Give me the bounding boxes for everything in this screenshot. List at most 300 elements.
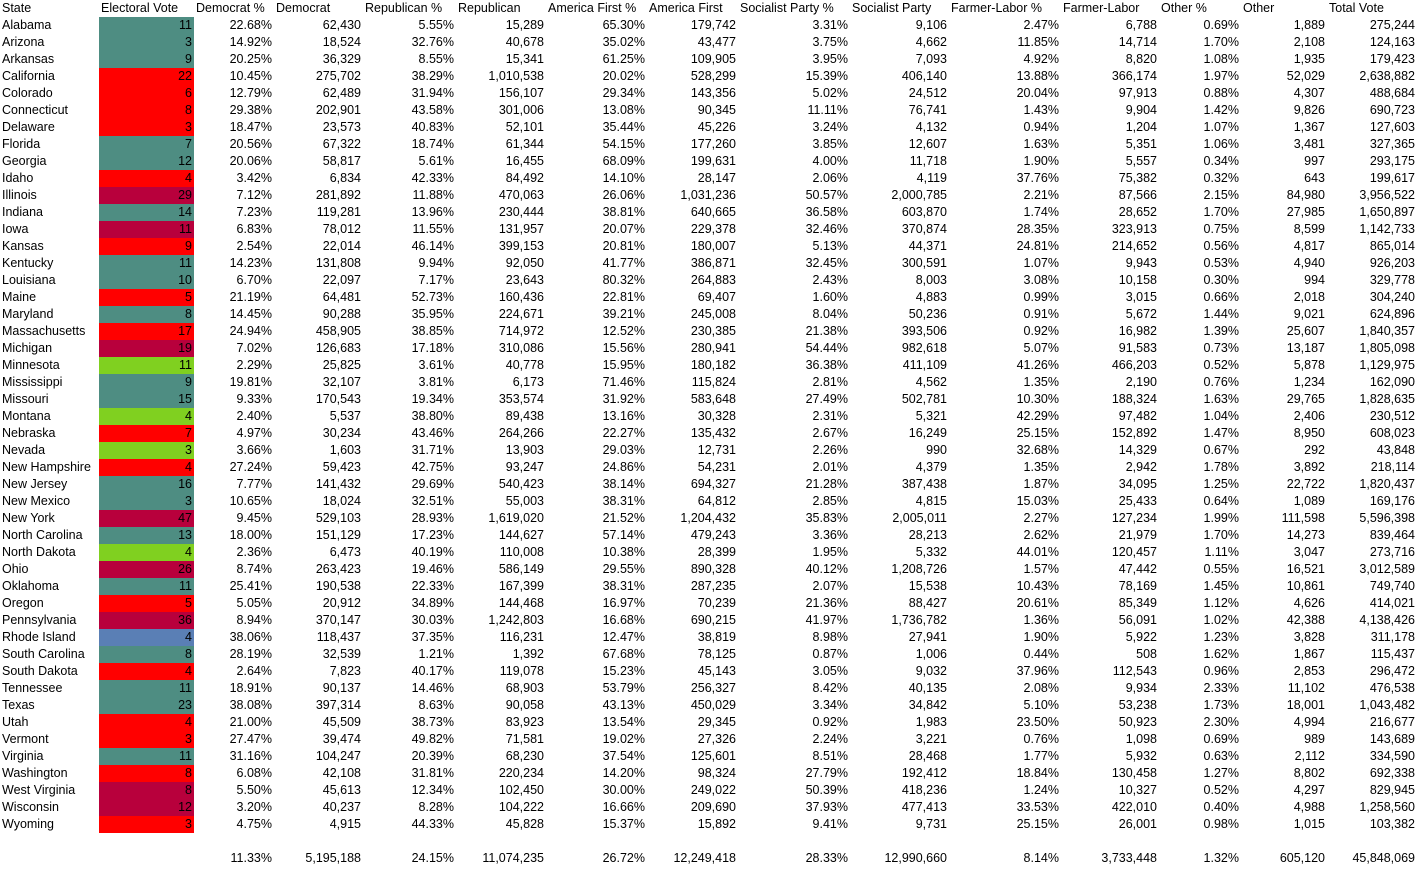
value-cell[interactable]: 8,950 [1293, 426, 1325, 440]
value-cell[interactable]: 2.81% [812, 375, 848, 389]
state-cell[interactable]: Georgia [2, 154, 47, 168]
value-cell[interactable]: 18.84% [1016, 766, 1059, 780]
value-cell[interactable]: 1,089 [1293, 494, 1325, 508]
value-cell[interactable]: 982,618 [901, 341, 947, 355]
value-cell[interactable]: 42,388 [1286, 613, 1325, 627]
value-cell[interactable]: 3.75% [812, 35, 848, 49]
state-cell[interactable]: Tennessee [2, 681, 63, 695]
value-cell[interactable]: 387,438 [901, 477, 947, 491]
value-cell[interactable]: 2,942 [1125, 460, 1157, 474]
value-cell[interactable]: 470,063 [498, 188, 544, 202]
value-cell[interactable]: 21.19% [229, 290, 272, 304]
value-cell[interactable]: 280,941 [690, 341, 736, 355]
value-cell[interactable]: 230,444 [498, 205, 544, 219]
state-cell[interactable]: Ohio [2, 562, 29, 576]
state-cell[interactable]: Texas [2, 698, 35, 712]
value-cell[interactable]: 3,481 [1293, 137, 1325, 151]
value-cell[interactable]: 5,878 [1293, 358, 1325, 372]
value-cell[interactable]: 24.86% [602, 460, 645, 474]
electoral-vote-cell[interactable]: 4 [99, 170, 194, 187]
value-cell[interactable]: 40.12% [805, 562, 848, 576]
state-cell[interactable]: Utah [2, 715, 29, 729]
value-cell[interactable]: 2,190 [1125, 375, 1157, 389]
value-cell[interactable]: 3.66% [236, 443, 272, 457]
value-cell[interactable]: 1.04% [1203, 409, 1239, 423]
value-cell[interactable]: 1,935 [1293, 52, 1325, 66]
value-cell[interactable]: 31.94% [411, 86, 454, 100]
value-cell[interactable]: 393,506 [901, 324, 947, 338]
state-cell[interactable]: California [2, 69, 55, 83]
value-cell[interactable]: 17.18% [411, 341, 454, 355]
value-cell[interactable]: 38.31% [602, 579, 645, 593]
value-cell[interactable]: 28,399 [697, 545, 736, 559]
value-cell[interactable]: 39,474 [322, 732, 361, 746]
value-cell[interactable]: 135,432 [690, 426, 736, 440]
value-cell[interactable]: 10.30% [1016, 392, 1059, 406]
value-cell[interactable]: 1.21% [418, 647, 454, 661]
value-cell[interactable]: 9.33% [236, 392, 272, 406]
value-cell[interactable]: 103,382 [1369, 817, 1415, 831]
value-cell[interactable]: 9,934 [1125, 681, 1157, 695]
value-cell[interactable]: 15.23% [602, 664, 645, 678]
value-cell[interactable]: 4,119 [916, 171, 947, 185]
state-cell[interactable]: Kentucky [2, 256, 54, 270]
value-cell[interactable]: 25,607 [1286, 324, 1325, 338]
value-cell[interactable]: 8,820 [1125, 52, 1157, 66]
value-cell[interactable]: 1,603 [329, 443, 361, 457]
value-cell[interactable]: 1.70% [1203, 205, 1239, 219]
value-cell[interactable]: 14.20% [602, 766, 645, 780]
value-cell[interactable]: 9,943 [1125, 256, 1157, 270]
value-cell[interactable]: 143,689 [1369, 732, 1415, 746]
value-cell[interactable]: 83,923 [505, 715, 544, 729]
state-cell[interactable]: South Dakota [2, 664, 78, 678]
value-cell[interactable]: 38.08% [229, 698, 272, 712]
state-cell[interactable]: Connecticut [2, 103, 69, 117]
value-cell[interactable]: 7.17% [418, 273, 454, 287]
value-cell[interactable]: 104,247 [315, 749, 361, 763]
value-cell[interactable]: 1,258,560 [1359, 800, 1415, 814]
value-cell[interactable]: 36.38% [805, 358, 848, 372]
total-cell[interactable]: 8.14% [1023, 851, 1059, 865]
value-cell[interactable]: 22,097 [322, 273, 361, 287]
electoral-vote-cell[interactable]: 4 [99, 544, 194, 561]
value-cell[interactable]: 14.46% [411, 681, 454, 695]
value-cell[interactable]: 353,574 [498, 392, 544, 406]
value-cell[interactable]: 62,489 [322, 86, 361, 100]
value-cell[interactable]: 1.42% [1203, 103, 1239, 117]
value-cell[interactable]: 40,678 [505, 35, 544, 49]
value-cell[interactable]: 9,826 [1293, 103, 1325, 117]
value-cell[interactable]: 13.88% [1016, 69, 1059, 83]
value-cell[interactable]: 1,010,538 [488, 69, 544, 83]
state-cell[interactable]: Maryland [2, 307, 54, 321]
value-cell[interactable]: 8.51% [812, 749, 848, 763]
value-cell[interactable]: 0.73% [1203, 341, 1239, 355]
value-cell[interactable]: 11.88% [412, 188, 454, 202]
value-cell[interactable]: 5.02% [812, 86, 848, 100]
state-cell[interactable]: North Dakota [2, 545, 76, 559]
value-cell[interactable]: 2.29% [236, 358, 272, 372]
value-cell[interactable]: 690,723 [1369, 103, 1415, 117]
value-cell[interactable]: 167,399 [498, 579, 544, 593]
value-cell[interactable]: 608,023 [1369, 426, 1415, 440]
value-cell[interactable]: 529,103 [315, 511, 361, 525]
value-cell[interactable]: 1,031,236 [680, 188, 736, 202]
value-cell[interactable]: 179,423 [1369, 52, 1415, 66]
value-cell[interactable]: 27.47% [229, 732, 272, 746]
value-cell[interactable]: 32,107 [322, 375, 361, 389]
empty-cell[interactable] [949, 833, 1061, 850]
value-cell[interactable]: 44,371 [908, 239, 947, 253]
value-cell[interactable]: 78,125 [697, 647, 736, 661]
state-cell[interactable]: Delaware [2, 120, 55, 134]
value-cell[interactable]: 41.77% [602, 256, 645, 270]
value-cell[interactable]: 477,413 [901, 800, 947, 814]
value-cell[interactable]: 27.79% [805, 766, 848, 780]
electoral-vote-cell[interactable]: 5 [99, 595, 194, 612]
value-cell[interactable]: 1,129,975 [1359, 358, 1415, 372]
value-cell[interactable]: 0.94% [1023, 120, 1059, 134]
value-cell[interactable]: 16.97% [602, 596, 645, 610]
value-cell[interactable]: 0.30% [1203, 273, 1239, 287]
value-cell[interactable]: 479,243 [690, 528, 736, 542]
empty-cell[interactable] [0, 833, 99, 850]
value-cell[interactable]: 6.83% [236, 222, 272, 236]
value-cell[interactable]: 0.99% [1023, 290, 1059, 304]
value-cell[interactable]: 144,468 [498, 596, 544, 610]
value-cell[interactable]: 199,631 [690, 154, 736, 168]
value-cell[interactable]: 0.34% [1203, 154, 1239, 168]
value-cell[interactable]: 8.94% [236, 613, 272, 627]
value-cell[interactable]: 2.21% [1023, 188, 1059, 202]
value-cell[interactable]: 502,781 [901, 392, 947, 406]
value-cell[interactable]: 4,988 [1293, 800, 1325, 814]
value-cell[interactable]: 0.75% [1203, 222, 1239, 236]
value-cell[interactable]: 14.23% [229, 256, 272, 270]
value-cell[interactable]: 0.69% [1203, 18, 1239, 32]
value-cell[interactable]: 528,299 [690, 69, 736, 83]
value-cell[interactable]: 21.36% [805, 596, 848, 610]
value-cell[interactable]: 89,438 [505, 409, 544, 423]
value-cell[interactable]: 218,114 [1370, 460, 1415, 474]
value-cell[interactable]: 68,903 [505, 681, 544, 695]
value-cell[interactable]: 1.12% [1203, 596, 1239, 610]
value-cell[interactable]: 31.71% [411, 443, 454, 457]
electoral-vote-cell[interactable]: 17 [99, 323, 194, 340]
value-cell[interactable]: 18,001 [1286, 698, 1325, 712]
value-cell[interactable]: 13.96% [411, 205, 454, 219]
electoral-vote-cell[interactable]: 11 [99, 748, 194, 765]
value-cell[interactable]: 156,107 [498, 86, 544, 100]
value-cell[interactable]: 5,557 [1125, 154, 1157, 168]
value-cell[interactable]: 18.91% [229, 681, 272, 695]
electoral-vote-cell[interactable]: 11 [99, 357, 194, 374]
empty-cell[interactable] [99, 833, 194, 850]
column-header[interactable]: Socialist Party % [740, 1, 834, 15]
value-cell[interactable]: 19.34% [411, 392, 454, 406]
value-cell[interactable]: 127,603 [1369, 120, 1415, 134]
value-cell[interactable]: 1.97% [1203, 69, 1239, 83]
value-cell[interactable]: 1,889 [1293, 18, 1325, 32]
value-cell[interactable]: 399,153 [498, 239, 544, 253]
total-cell[interactable]: 28.33% [805, 851, 848, 865]
value-cell[interactable]: 20,912 [322, 596, 361, 610]
value-cell[interactable]: 5.10% [1023, 698, 1059, 712]
value-cell[interactable]: 692,338 [1369, 766, 1415, 780]
value-cell[interactable]: 8.42% [812, 681, 848, 695]
value-cell[interactable]: 35.83% [805, 511, 848, 525]
value-cell[interactable]: 29.34% [602, 86, 645, 100]
value-cell[interactable]: 0.96% [1203, 664, 1239, 678]
value-cell[interactable]: 20.04% [1016, 86, 1059, 100]
value-cell[interactable]: 40.19% [411, 545, 454, 559]
value-cell[interactable]: 40,237 [322, 800, 361, 814]
state-cell[interactable]: New Hampshire [2, 460, 91, 474]
electoral-vote-cell[interactable]: 14 [99, 204, 194, 221]
value-cell[interactable]: 1.06% [1203, 137, 1239, 151]
electoral-vote-cell[interactable]: 10 [99, 272, 194, 289]
value-cell[interactable]: 27,941 [908, 630, 947, 644]
value-cell[interactable]: 0.44% [1023, 647, 1059, 661]
value-cell[interactable]: 2,638,882 [1359, 69, 1415, 83]
value-cell[interactable]: 20.81% [602, 239, 645, 253]
electoral-vote-cell[interactable]: 16 [99, 476, 194, 493]
value-cell[interactable]: 38.85% [411, 324, 454, 338]
value-cell[interactable]: 120,457 [1111, 545, 1157, 559]
value-cell[interactable]: 38.80% [411, 409, 454, 423]
empty-cell[interactable] [274, 833, 363, 850]
value-cell[interactable]: 1,619,020 [488, 511, 544, 525]
value-cell[interactable]: 115,437 [1370, 647, 1415, 661]
value-cell[interactable]: 50,236 [908, 307, 947, 321]
value-cell[interactable]: 78,169 [1118, 579, 1157, 593]
value-cell[interactable]: 61,344 [505, 137, 544, 151]
state-cell[interactable]: New Jersey [2, 477, 68, 491]
value-cell[interactable]: 92,050 [505, 256, 544, 270]
value-cell[interactable]: 890,328 [690, 562, 736, 576]
value-cell[interactable]: 2.27% [1023, 511, 1059, 525]
value-cell[interactable]: 30.03% [411, 613, 454, 627]
value-cell[interactable]: 65.30% [602, 18, 645, 32]
value-cell[interactable]: 0.76% [1023, 732, 1059, 746]
value-cell[interactable]: 2.15% [1203, 188, 1239, 202]
value-cell[interactable]: 40,135 [908, 681, 947, 695]
state-cell[interactable]: Virginia [2, 749, 44, 763]
column-header[interactable]: Total Vote [1329, 1, 1384, 15]
value-cell[interactable]: 4,307 [1293, 86, 1325, 100]
value-cell[interactable]: 1.43% [1023, 103, 1059, 117]
value-cell[interactable]: 10.38% [602, 545, 645, 559]
value-cell[interactable]: 5,932 [1125, 749, 1157, 763]
value-cell[interactable]: 11,102 [1287, 681, 1325, 695]
value-cell[interactable]: 41.97% [805, 613, 848, 627]
value-cell[interactable]: 2.01% [812, 460, 848, 474]
value-cell[interactable]: 111,598 [1281, 511, 1325, 525]
value-cell[interactable]: 2,853 [1293, 664, 1325, 678]
value-cell[interactable]: 327,365 [1369, 137, 1415, 151]
value-cell[interactable]: 366,174 [1111, 69, 1157, 83]
value-cell[interactable]: 275,702 [315, 69, 361, 83]
value-cell[interactable]: 1,820,437 [1359, 477, 1415, 491]
value-cell[interactable]: 3.36% [812, 528, 848, 542]
value-cell[interactable]: 2.85% [812, 494, 848, 508]
value-cell[interactable]: 192,412 [901, 766, 947, 780]
value-cell[interactable]: 11.11% [807, 103, 848, 117]
value-cell[interactable]: 16,982 [1118, 324, 1157, 338]
value-cell[interactable]: 31.92% [602, 392, 645, 406]
value-cell[interactable]: 1.24% [1023, 783, 1059, 797]
value-cell[interactable]: 177,260 [690, 137, 736, 151]
electoral-vote-cell[interactable]: 5 [99, 289, 194, 306]
value-cell[interactable]: 29.55% [602, 562, 645, 576]
value-cell[interactable]: 28,147 [697, 171, 736, 185]
value-cell[interactable]: 7.02% [236, 341, 272, 355]
value-cell[interactable]: 11.85% [1017, 35, 1059, 49]
electoral-vote-cell[interactable]: 19 [99, 340, 194, 357]
value-cell[interactable]: 56,091 [1118, 613, 1157, 627]
value-cell[interactable]: 4,940 [1293, 256, 1325, 270]
value-cell[interactable]: 2,108 [1293, 35, 1325, 49]
value-cell[interactable]: 2,000,785 [891, 188, 947, 202]
value-cell[interactable]: 0.92% [1023, 324, 1059, 338]
electoral-vote-cell[interactable]: 4 [99, 714, 194, 731]
value-cell[interactable]: 80.32% [602, 273, 645, 287]
value-cell[interactable]: 127,234 [1111, 511, 1157, 525]
value-cell[interactable]: 14,329 [1118, 443, 1157, 457]
value-cell[interactable]: 301,006 [498, 103, 544, 117]
value-cell[interactable]: 20.61% [1016, 596, 1059, 610]
value-cell[interactable]: 22.81% [602, 290, 645, 304]
value-cell[interactable]: 45,613 [322, 783, 361, 797]
value-cell[interactable]: 2.07% [812, 579, 848, 593]
value-cell[interactable]: 38.31% [602, 494, 645, 508]
value-cell[interactable]: 2,018 [1293, 290, 1325, 304]
value-cell[interactable]: 1,983 [915, 715, 947, 729]
value-cell[interactable]: 249,022 [690, 783, 736, 797]
value-cell[interactable]: 34,842 [908, 698, 947, 712]
value-cell[interactable]: 997 [1304, 154, 1325, 168]
state-cell[interactable]: Wisconsin [2, 800, 59, 814]
value-cell[interactable]: 12.52% [602, 324, 645, 338]
value-cell[interactable]: 14.10% [602, 171, 645, 185]
value-cell[interactable]: 0.40% [1203, 800, 1239, 814]
value-cell[interactable]: 20.39% [411, 749, 454, 763]
column-header[interactable]: Republican [458, 1, 521, 15]
value-cell[interactable]: 1,828,635 [1359, 392, 1415, 406]
electoral-vote-cell[interactable]: 8 [99, 765, 194, 782]
value-cell[interactable]: 1.11% [1204, 545, 1239, 559]
value-cell[interactable]: 144,627 [498, 528, 544, 542]
value-cell[interactable]: 714,972 [498, 324, 544, 338]
value-cell[interactable]: 143,356 [690, 86, 736, 100]
value-cell[interactable]: 25.15% [1016, 817, 1059, 831]
empty-cell[interactable] [456, 833, 546, 850]
value-cell[interactable]: 829,945 [1369, 783, 1415, 797]
value-cell[interactable]: 34.89% [411, 596, 454, 610]
value-cell[interactable]: 0.56% [1203, 239, 1239, 253]
electoral-vote-cell[interactable]: 3 [99, 119, 194, 136]
electoral-vote-cell[interactable]: 4 [99, 629, 194, 646]
value-cell[interactable]: 1,015 [1293, 817, 1325, 831]
value-cell[interactable]: 2.67% [812, 426, 848, 440]
value-cell[interactable]: 179,742 [690, 18, 736, 32]
value-cell[interactable]: 989 [1304, 732, 1325, 746]
column-header[interactable]: America First % [548, 1, 637, 15]
value-cell[interactable]: 1,098 [1125, 732, 1157, 746]
value-cell[interactable]: 71,581 [505, 732, 544, 746]
state-cell[interactable]: New York [2, 511, 55, 525]
value-cell[interactable]: 2.26% [812, 443, 848, 457]
value-cell[interactable]: 40.17% [411, 664, 454, 678]
value-cell[interactable]: 50.57% [805, 188, 848, 202]
column-header[interactable]: Other % [1161, 1, 1207, 15]
value-cell[interactable]: 264,266 [498, 426, 544, 440]
total-cell[interactable]: 11,074,235 [482, 851, 544, 865]
value-cell[interactable]: 85,349 [1118, 596, 1157, 610]
value-cell[interactable]: 1.45% [1203, 579, 1239, 593]
value-cell[interactable]: 3.95% [812, 52, 848, 66]
electoral-vote-cell[interactable]: 29 [99, 187, 194, 204]
column-header[interactable]: Other [1243, 1, 1275, 15]
value-cell[interactable]: 1,234 [1293, 375, 1325, 389]
value-cell[interactable]: 4,815 [915, 494, 947, 508]
electoral-vote-cell[interactable]: 15 [99, 391, 194, 408]
value-cell[interactable]: 406,140 [901, 69, 947, 83]
value-cell[interactable]: 45,226 [697, 120, 736, 134]
value-cell[interactable]: 1,392 [512, 647, 544, 661]
value-cell[interactable]: 2.62% [1023, 528, 1059, 542]
value-cell[interactable]: 90,137 [322, 681, 361, 695]
value-cell[interactable]: 9,106 [915, 18, 947, 32]
value-cell[interactable]: 26,001 [1118, 817, 1157, 831]
value-cell[interactable]: 15.03% [1016, 494, 1059, 508]
value-cell[interactable]: 1.95% [812, 545, 848, 559]
value-cell[interactable]: 6,173 [512, 375, 544, 389]
value-cell[interactable]: 35.95% [411, 307, 454, 321]
value-cell[interactable]: 32.46% [805, 222, 848, 236]
value-cell[interactable]: 2.64% [236, 664, 272, 678]
state-cell[interactable]: Idaho [2, 171, 34, 185]
value-cell[interactable]: 370,147 [315, 613, 361, 627]
total-cell[interactable]: 45,848,069 [1352, 851, 1415, 865]
empty-cell[interactable] [194, 833, 274, 850]
value-cell[interactable]: 9.94% [418, 256, 454, 270]
value-cell[interactable]: 0.55% [1203, 562, 1239, 576]
value-cell[interactable]: 1.07% [1203, 120, 1239, 134]
value-cell[interactable]: 20.56% [229, 137, 272, 151]
state-cell[interactable]: Maine [2, 290, 37, 304]
value-cell[interactable]: 1.99% [1203, 511, 1239, 525]
value-cell[interactable]: 38,819 [697, 630, 736, 644]
value-cell[interactable]: 865,014 [1369, 239, 1415, 253]
state-cell[interactable]: Oregon [2, 596, 44, 610]
empty-cell[interactable] [850, 833, 949, 850]
value-cell[interactable]: 37.96% [1016, 664, 1059, 678]
value-cell[interactable]: 2.24% [812, 732, 848, 746]
value-cell[interactable]: 10,327 [1118, 783, 1157, 797]
value-cell[interactable]: 47,442 [1118, 562, 1157, 576]
value-cell[interactable]: 25.15% [1016, 426, 1059, 440]
value-cell[interactable]: 224,671 [498, 307, 544, 321]
electoral-vote-cell[interactable]: 3 [99, 816, 194, 833]
value-cell[interactable]: 35.02% [602, 35, 645, 49]
column-header[interactable]: State [2, 1, 32, 15]
value-cell[interactable]: 386,871 [690, 256, 736, 270]
value-cell[interactable]: 8.63% [418, 698, 454, 712]
value-cell[interactable]: 67.68% [602, 647, 645, 661]
value-cell[interactable]: 3,956,522 [1359, 188, 1415, 202]
